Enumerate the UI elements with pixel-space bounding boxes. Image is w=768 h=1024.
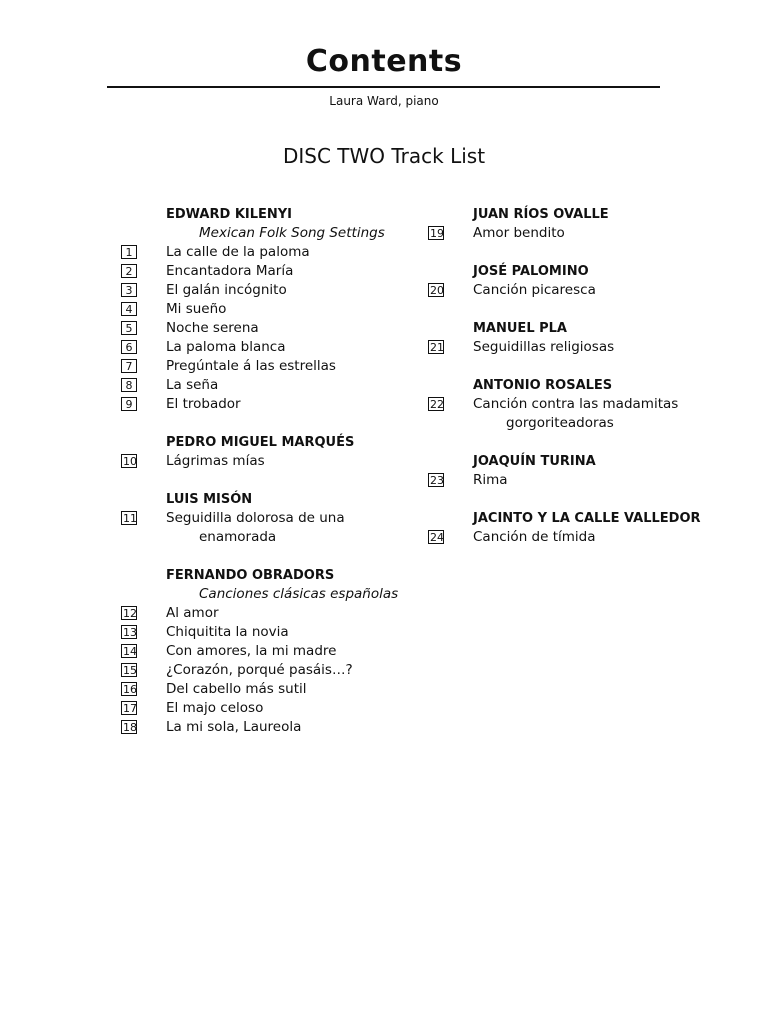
composer-name: JOAQUÍN TURINA	[473, 454, 596, 469]
track-row	[428, 528, 748, 547]
track-row	[121, 642, 421, 661]
composer-name: ANTONIO ROSALES	[473, 378, 613, 393]
track-title: ¿Corazón, porqué pasáis…?	[166, 662, 353, 678]
composer-row	[428, 452, 748, 471]
group-spacer	[428, 433, 748, 452]
track-title: La mi sola, Laureola	[166, 719, 302, 735]
track-number: 1	[121, 245, 137, 259]
track-row	[428, 395, 748, 414]
track-title: El galán incógnito	[166, 282, 287, 298]
track-title: Canción contra las madamitas	[473, 396, 679, 412]
track-number: 12	[123, 607, 137, 620]
track-number: 24	[430, 531, 444, 544]
collection-title: Mexican Folk Song Settings	[199, 225, 385, 241]
group-spacer	[121, 547, 421, 566]
track-row	[428, 224, 748, 243]
group-spacer	[121, 414, 421, 433]
collection-title: Canciones clásicas españolas	[199, 586, 399, 602]
track-number: 21	[430, 341, 444, 354]
track-number: 8	[121, 378, 137, 392]
track-number: 10	[123, 455, 137, 468]
track-title: Lágrimas mías	[166, 453, 265, 469]
track-row	[121, 661, 421, 680]
track-title: El trobador	[166, 396, 241, 412]
track-number: 23	[430, 474, 444, 487]
track-row	[121, 623, 421, 642]
track-title-continuation-row	[121, 528, 421, 547]
track-number: 5	[121, 321, 137, 335]
track-row	[121, 338, 421, 357]
track-title: Rima	[473, 472, 508, 488]
composer-row	[121, 205, 421, 224]
track-title: La calle de la paloma	[166, 244, 310, 260]
composer-row	[428, 509, 748, 528]
composer-row	[428, 262, 748, 281]
track-number: 11	[123, 512, 137, 525]
track-title: El majo celoso	[166, 700, 264, 716]
composer-row	[428, 319, 748, 338]
title-rule	[107, 86, 660, 88]
right-column	[428, 205, 748, 547]
track-number: 16	[123, 683, 137, 696]
composer-name: MANUEL PLA	[473, 321, 567, 336]
track-row	[428, 471, 748, 490]
composer-name: FERNANDO OBRADORS	[166, 568, 335, 583]
track-row	[121, 680, 421, 699]
group-spacer	[428, 243, 748, 262]
group-spacer	[121, 471, 421, 490]
track-row	[121, 357, 421, 376]
track-row	[121, 319, 421, 338]
composer-name: PEDRO MIGUEL MARQUÉS	[166, 435, 355, 450]
track-title: Canción de tímida	[473, 529, 596, 545]
track-row	[121, 281, 421, 300]
composer-name: EDWARD KILENYI	[166, 207, 293, 222]
track-title: Encantadora María	[166, 263, 294, 279]
track-number: 9	[121, 397, 137, 411]
track-row	[121, 243, 421, 262]
track-number: 2	[121, 264, 137, 278]
track-title-continuation-row	[428, 414, 748, 433]
composer-name: JUAN RÍOS OVALLE	[473, 207, 609, 222]
group-spacer	[428, 357, 748, 376]
track-title: La seña	[166, 377, 219, 393]
track-row	[121, 604, 421, 623]
track-row	[121, 376, 421, 395]
composer-name: JOSÉ PALOMINO	[473, 264, 589, 279]
track-number: 20	[430, 284, 444, 297]
track-row	[121, 395, 421, 414]
track-row	[121, 300, 421, 319]
track-row	[121, 509, 421, 528]
composer-row	[428, 205, 748, 224]
track-title-continuation: enamorada	[199, 529, 277, 545]
track-title: Amor bendito	[473, 225, 565, 241]
collection-row	[121, 224, 421, 243]
track-title: Canción picaresca	[473, 282, 596, 298]
track-number: 18	[123, 721, 137, 734]
collection-row	[121, 585, 421, 604]
track-number: 17	[123, 702, 137, 715]
track-row	[121, 699, 421, 718]
track-title: Pregúntale á las estrellas	[166, 358, 336, 374]
track-title: Chiquitita la novia	[166, 624, 289, 640]
track-row	[121, 452, 421, 471]
track-title: La paloma blanca	[166, 339, 286, 355]
track-number: 3	[121, 283, 137, 297]
track-title-continuation: gorgoriteadoras	[506, 415, 614, 431]
track-number: 13	[123, 626, 137, 639]
track-list-heading: DISC TWO Track List	[282, 144, 486, 168]
track-number: 7	[121, 359, 137, 373]
composer-row	[428, 376, 748, 395]
track-title: Con amores, la mi madre	[166, 643, 337, 659]
group-spacer	[428, 490, 748, 509]
track-row	[121, 718, 421, 737]
track-row	[121, 262, 421, 281]
track-title: Del cabello más sutil	[166, 681, 307, 697]
performer-credit: Laura Ward, piano	[329, 94, 439, 108]
left-column	[121, 205, 421, 737]
composer-row	[121, 490, 421, 509]
track-number: 22	[430, 398, 444, 411]
track-row	[428, 281, 748, 300]
track-title: Seguidillas religiosas	[473, 339, 615, 355]
composer-name: JACINTO Y LA CALLE VALLEDOR	[473, 511, 701, 526]
page-title: Contents	[305, 44, 463, 79]
track-title: Al amor	[166, 605, 219, 621]
composer-row	[121, 566, 421, 585]
group-spacer	[428, 300, 748, 319]
track-title: Noche serena	[166, 320, 259, 336]
composer-row	[121, 433, 421, 452]
track-title: Seguidilla dolorosa de una	[166, 510, 345, 526]
track-number: 19	[430, 227, 444, 240]
track-number: 15	[123, 664, 137, 677]
composer-name: LUIS MISÓN	[166, 492, 253, 507]
track-number: 14	[123, 645, 137, 658]
track-number: 6	[121, 340, 137, 354]
track-row	[428, 338, 748, 357]
track-title: Mi sueño	[166, 301, 227, 317]
track-number: 4	[121, 302, 137, 316]
